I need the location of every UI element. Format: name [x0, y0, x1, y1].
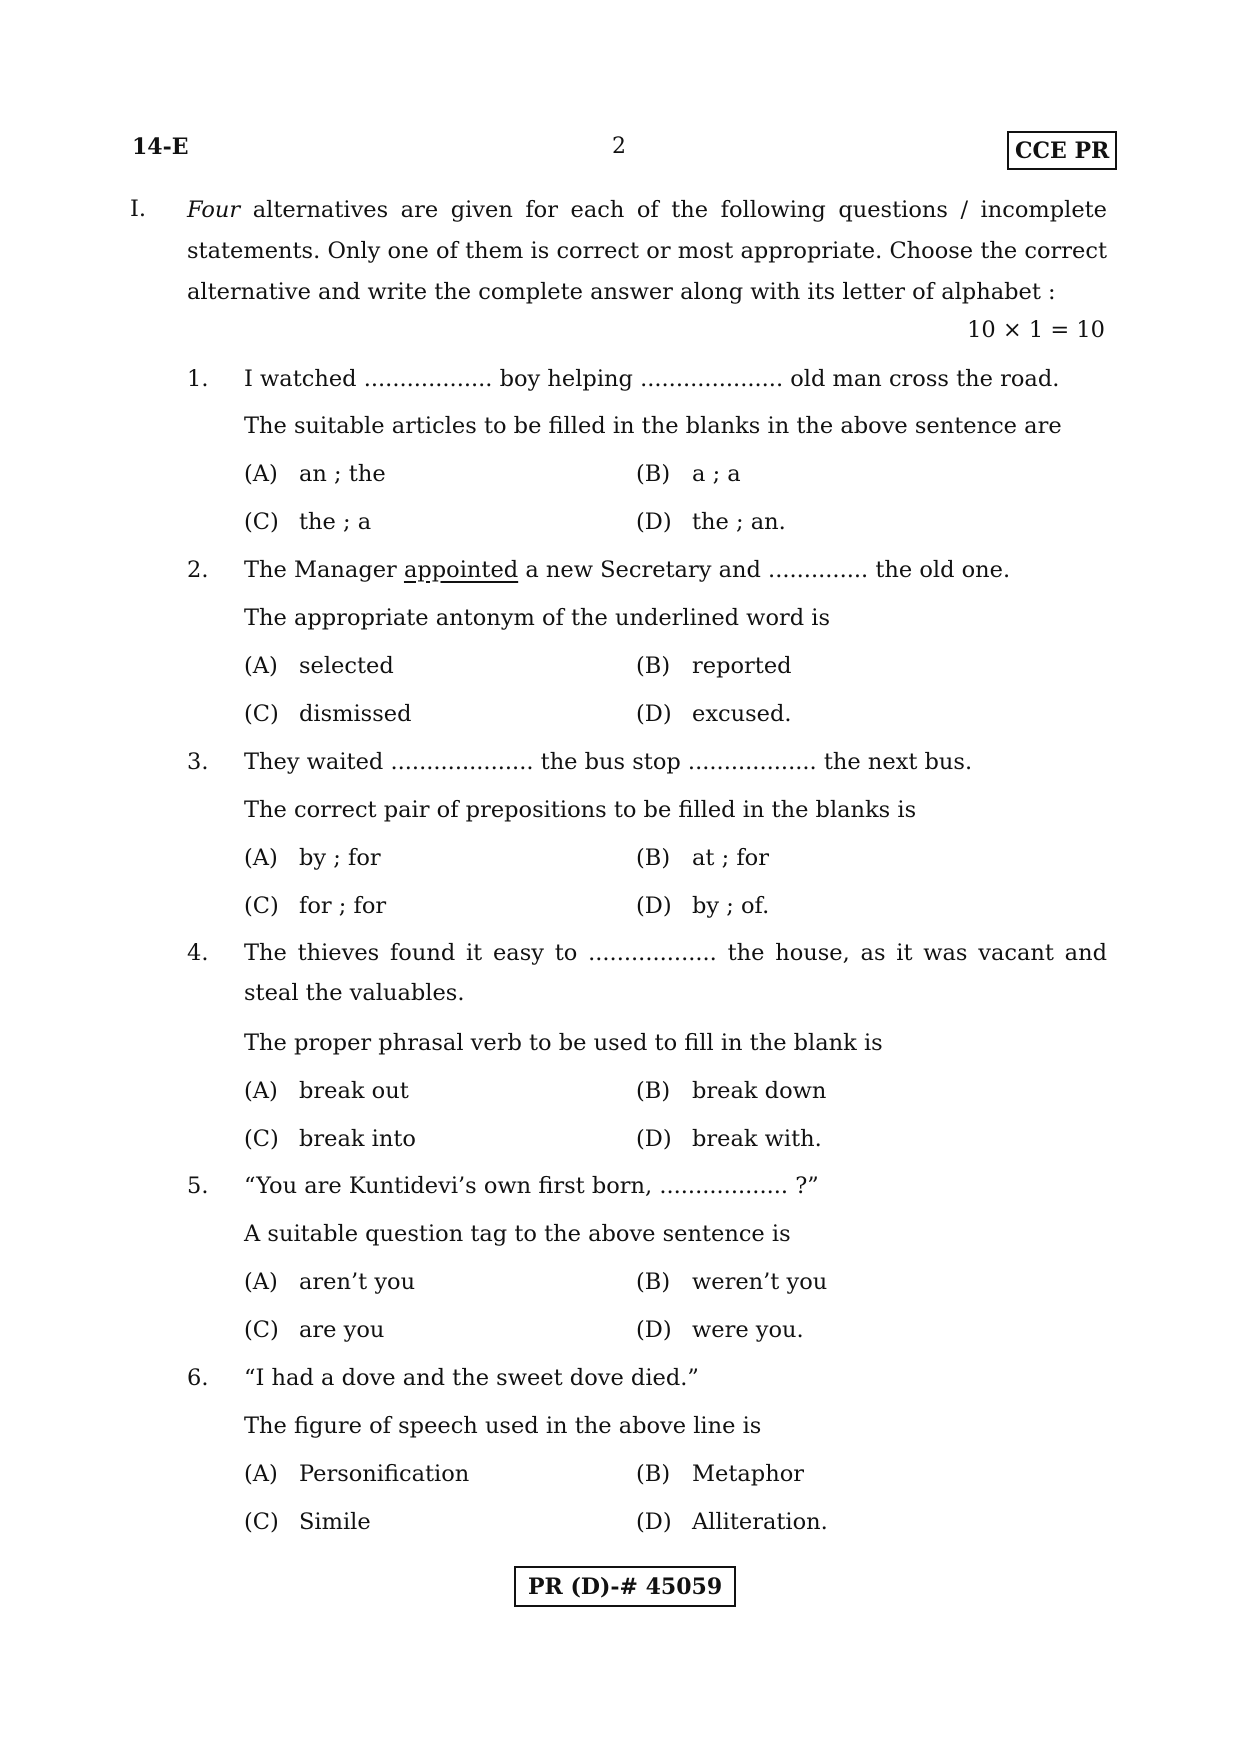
- instruction-line-3: alternative and write the complete answer along with its letter of alphabet :: [187, 279, 1056, 305]
- option-text: selected: [299, 653, 394, 679]
- question-number: 1.: [187, 366, 209, 392]
- option-label: (C): [244, 701, 279, 727]
- instruction-line-2: statements. Only one of them is correct or most appropriate. Choose the correct: [187, 238, 1107, 264]
- option-label: (A): [244, 461, 278, 487]
- option-label: (D): [636, 509, 672, 535]
- option-text: break with.: [692, 1126, 822, 1152]
- question-number: 4.: [187, 940, 209, 966]
- option-label: (A): [244, 653, 278, 679]
- option-text: excused.: [692, 701, 792, 727]
- option-label: (C): [244, 509, 279, 535]
- page-number: 2: [612, 134, 626, 159]
- question-text-after: a new Secretary and .............. the old one.: [518, 557, 1011, 583]
- option-label: (D): [636, 1509, 672, 1535]
- option-label: (C): [244, 1509, 279, 1535]
- question-text: “I had a dove and the sweet dove died.”: [244, 1365, 699, 1391]
- option-text: a ; a: [692, 461, 741, 487]
- option-text: the ; a: [299, 509, 372, 535]
- footer-code-box: PR (D)-# 45059: [514, 1566, 736, 1607]
- option-label: (B): [636, 1078, 671, 1104]
- option-text: are you: [299, 1317, 385, 1343]
- option-label: (D): [636, 893, 672, 919]
- option-label: (B): [636, 1269, 671, 1295]
- option-text: reported: [692, 653, 792, 679]
- option-label: (A): [244, 845, 278, 871]
- question-text: “You are Kuntidevi’s own first born, .................. ?”: [244, 1173, 819, 1199]
- paper-code: 14-E: [132, 134, 189, 160]
- question-text: I watched .................. boy helping .................... old man cross the road.: [244, 366, 1060, 392]
- option-text: Simile: [299, 1509, 371, 1535]
- question-prompt: The appropriate antonym of the underlined word is: [244, 605, 831, 631]
- option-label: (C): [244, 893, 279, 919]
- option-text: break out: [299, 1078, 409, 1104]
- option-text: by ; for: [299, 845, 381, 871]
- option-label: (D): [636, 701, 672, 727]
- option-text: break into: [299, 1126, 416, 1152]
- instruction-line-1: [187, 190, 1107, 231]
- question-prompt: A suitable question tag to the above sentence is: [244, 1221, 791, 1247]
- option-label: (B): [636, 845, 671, 871]
- instruction-italic: Four: [187, 197, 241, 223]
- instruction-line-1-rest: alternatives are given for each of the following questions / incomplete: [240, 197, 1107, 223]
- option-label: (B): [636, 461, 671, 487]
- question-text: [244, 557, 1107, 583]
- question-number: 5.: [187, 1173, 209, 1199]
- option-label: (D): [636, 1317, 672, 1343]
- option-label: (A): [244, 1461, 278, 1487]
- question-prompt: The correct pair of prepositions to be filled in the blanks is: [244, 797, 917, 823]
- option-text: aren’t you: [299, 1269, 416, 1295]
- question-number: 6.: [187, 1365, 209, 1391]
- option-text: for ; for: [299, 893, 387, 919]
- option-text: at ; for: [692, 845, 769, 871]
- question-text: The thieves found it easy to .................. the house, as it was vacant and steal the valuables.: [244, 940, 1107, 1006]
- option-text: were you.: [692, 1317, 804, 1343]
- option-label: (A): [244, 1078, 278, 1104]
- exam-type-box: CCE PR: [1007, 131, 1117, 170]
- question-number: 2.: [187, 557, 209, 583]
- question-text: They waited .................... the bus stop .................. the next bus.: [244, 749, 973, 775]
- question-prompt: The suitable articles to be filled in the blanks in the above sentence are: [244, 413, 1062, 439]
- question-prompt: The figure of speech used in the above line is: [244, 1413, 762, 1439]
- option-text: Metaphor: [692, 1461, 805, 1487]
- option-label: (A): [244, 1269, 278, 1295]
- option-text: Alliteration.: [692, 1509, 828, 1535]
- question-prompt: The proper phrasal verb to be used to fill in the blank is: [244, 1030, 883, 1056]
- underlined-word: appointed: [403, 557, 519, 583]
- option-text: the ; an.: [692, 509, 786, 535]
- option-text: by ; of.: [692, 893, 770, 919]
- question-number: 3.: [187, 749, 209, 775]
- option-label: (B): [636, 1461, 671, 1487]
- option-label: (C): [244, 1317, 279, 1343]
- option-label: (C): [244, 1126, 279, 1152]
- option-text: dismissed: [299, 701, 412, 727]
- option-text: an ; the: [299, 461, 386, 487]
- option-label: (B): [636, 653, 671, 679]
- option-label: (D): [636, 1126, 672, 1152]
- marks-allocation: 10 × 1 = 10: [967, 317, 1105, 343]
- option-text: break down: [692, 1078, 827, 1104]
- option-text: Personification: [299, 1461, 470, 1487]
- section-number: I.: [130, 196, 147, 222]
- option-text: weren’t you: [692, 1269, 828, 1295]
- question-text-before: The Manager: [244, 557, 404, 583]
- section-instruction: [187, 190, 1107, 313]
